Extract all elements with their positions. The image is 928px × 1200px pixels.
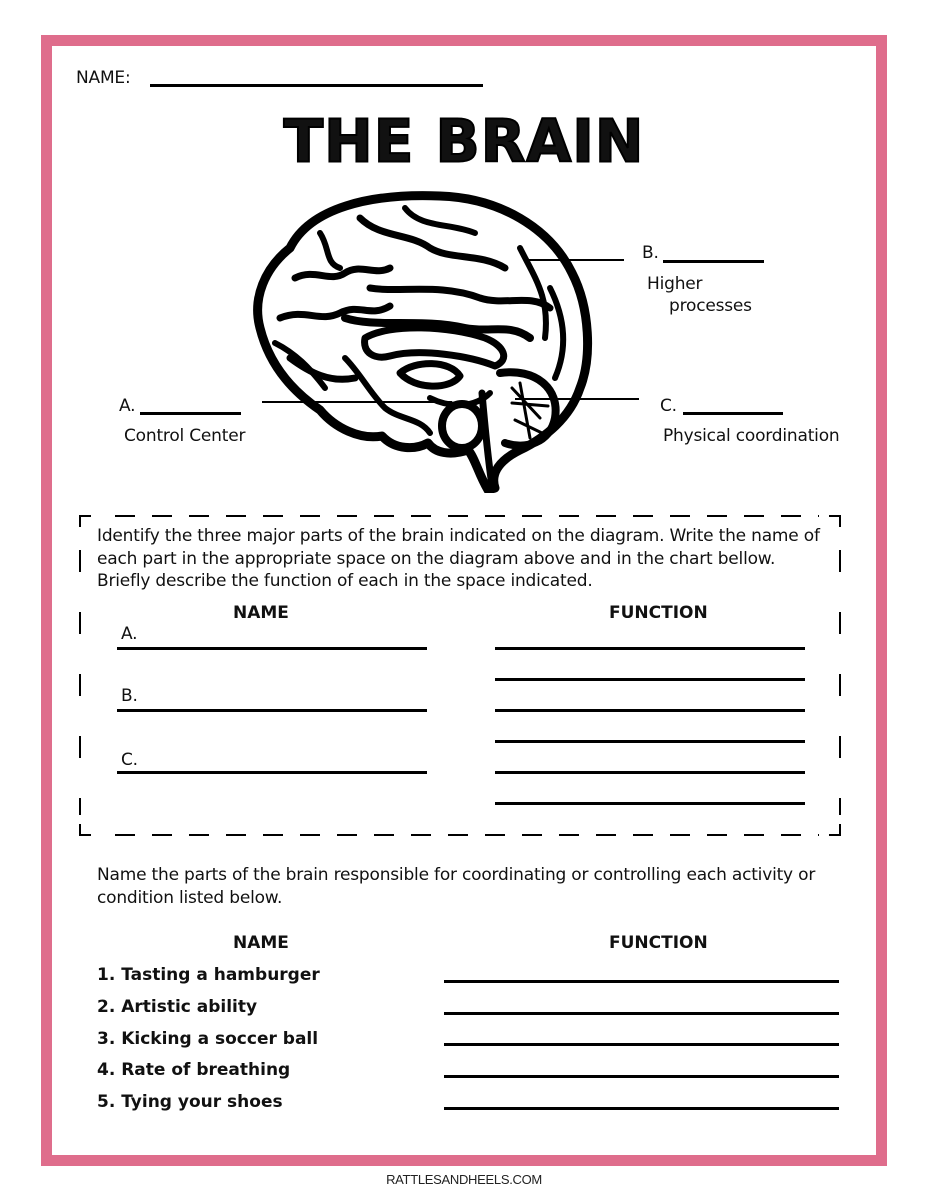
section2-col-function: FUNCTION [609, 933, 708, 953]
list-item-1: 1. Tasting a hamburger [97, 965, 320, 985]
list-item-2: 2. Artistic ability [97, 997, 258, 1017]
label-c-answer-line[interactable] [683, 412, 783, 415]
row-a-function-line-2[interactable] [495, 678, 805, 681]
row-b-letter: B. [121, 686, 138, 706]
section1-col-name: NAME [233, 603, 289, 623]
label-c-hint: Physical coordination [663, 426, 840, 446]
section1-col-function: FUNCTION [609, 603, 708, 623]
pointer-line-c [515, 398, 639, 400]
row-c-function-line-1[interactable] [495, 771, 805, 774]
pointer-line-b [528, 259, 624, 261]
row-c-function-line-2[interactable] [495, 802, 805, 805]
list-item-4: 4. Rate of breathing [97, 1060, 291, 1080]
item-1-answer-line[interactable] [444, 980, 839, 983]
row-b-function-line-1[interactable] [495, 709, 805, 712]
pointer-line-a [262, 401, 452, 403]
section2-instructions: Name the parts of the brain responsible for coordinating or controlling each activity or condition listed below. [97, 865, 816, 908]
page-title: THE BRAIN [283, 106, 645, 176]
label-b-letter: B. [642, 243, 659, 263]
brain-diagram-icon [250, 188, 595, 493]
row-c-name-line[interactable] [117, 771, 427, 774]
label-b-hint-line2: processes [669, 296, 752, 316]
row-b-function-line-2[interactable] [495, 740, 805, 743]
section1-instructions: Identify the three major parts of the brain indicated on the diagram. Write the name of each part in the appropriate space on the diagram above and in the chart bellow. Briefly describe the function of each in the space indicated. [97, 526, 820, 591]
row-b-name-line[interactable] [117, 709, 427, 712]
label-a-answer-line[interactable] [140, 412, 241, 415]
item-4-answer-line[interactable] [444, 1075, 839, 1078]
label-b-hint-line1: Higher [647, 274, 703, 294]
row-a-letter: A. [121, 624, 138, 644]
item-5-answer-line[interactable] [444, 1107, 839, 1110]
row-a-name-line[interactable] [117, 647, 427, 650]
name-field-line[interactable] [150, 84, 483, 87]
item-3-answer-line[interactable] [444, 1043, 839, 1046]
label-b-answer-line[interactable] [663, 260, 764, 263]
row-a-function-line-1[interactable] [495, 647, 805, 650]
row-c-letter: C. [121, 750, 138, 770]
footer-site: RATTLESANDHEELS.COM [386, 1172, 542, 1187]
list-item-5: 5. Tying your shoes [97, 1092, 283, 1112]
label-a-hint: Control Center [124, 426, 246, 446]
label-a-letter: A. [119, 396, 136, 416]
label-c-letter: C. [660, 396, 677, 416]
section2-col-name: NAME [233, 933, 289, 953]
list-item-3: 3. Kicking a soccer ball [97, 1029, 319, 1049]
item-2-answer-line[interactable] [444, 1012, 839, 1015]
name-label: NAME: [76, 68, 131, 88]
